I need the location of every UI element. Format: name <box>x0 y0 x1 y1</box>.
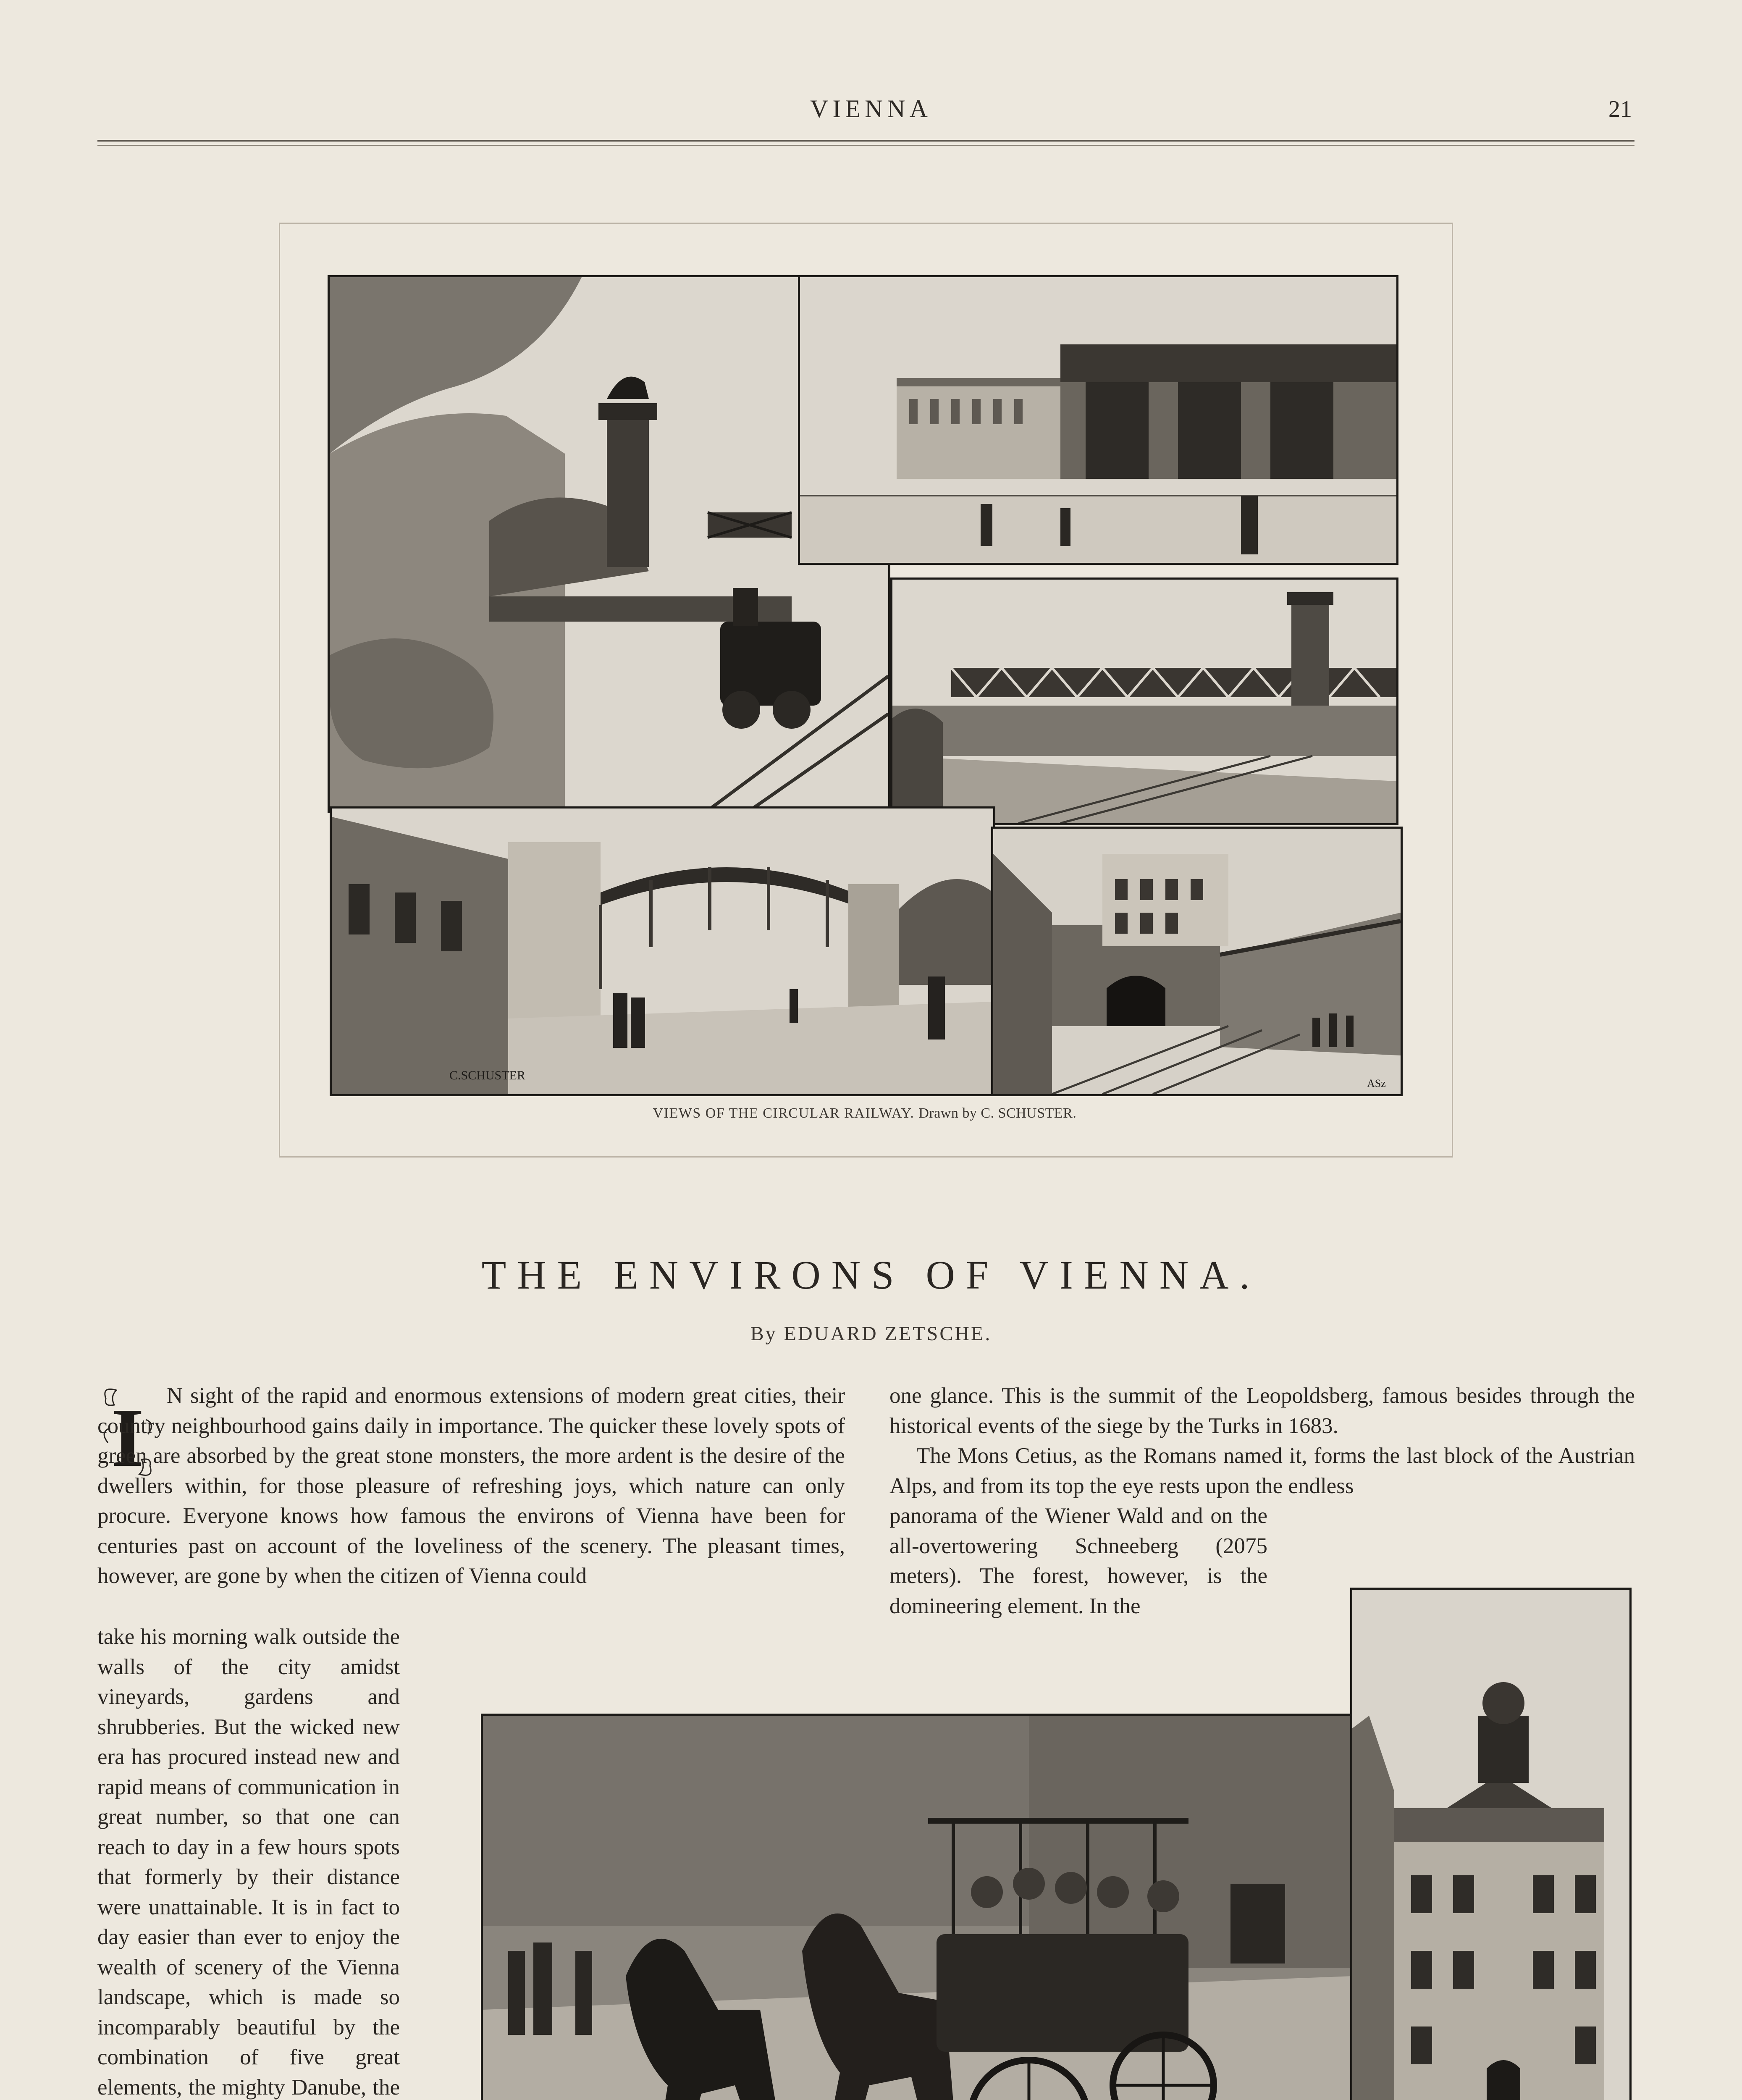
paragraph-mons-cetius-continued: panorama of the Wiener Wald and on the all-overtowering Schneeberg (2075 meters). The forest, however, is the domineering element. In the <box>889 1504 1267 1618</box>
illustration-viaduct-arcade <box>798 275 1398 565</box>
paragraph-leopoldsberg: one glance. This is the summit of the Leopoldsberg, famous besides through the historical events of the siege by the Turks in 1683. <box>889 1383 1635 1438</box>
page-number: 21 <box>1608 96 1632 122</box>
article-byline: By EDUARD ZETSCHE. <box>750 1323 992 1345</box>
article-title: THE ENVIRONS OF VIENNA. <box>481 1252 1261 1297</box>
railway-plate-monogram: ASz <box>1367 1077 1386 1089</box>
illustration-iron-bridge-cutting <box>890 578 1398 825</box>
article-column-1-wrap <box>97 1622 400 2100</box>
article-column-1 <box>97 1381 845 1591</box>
illustration-firebrigade-carriage <box>481 1714 1354 2100</box>
railway-plate-signature: C.SCHUSTER <box>449 1068 525 1082</box>
railway-caption-title: VIEWS OF THE CIRCULAR RAILWAY. <box>653 1105 915 1121</box>
paragraph-mons-cetius: The Mons Cetius, as the Romans named it, forms the last block of the Austrian Alps, and from its top the eye rests upon the endless <box>889 1444 1635 1498</box>
header-rule-thin <box>97 145 1634 146</box>
drop-cap-letter: I <box>111 1391 144 1483</box>
paragraph-opening: N sight of the rapid and enormous extensions of modern great cities, their country neighbourhood gains daily in importance. The quicker these lovely spots of green are absorbed by the great stone monsters, the more ardent is the desire of the dwellers within, for those pleasure of refreshing joys, which nature can only procure. Everyone knows how famous the environs of Vienna have been for centuries past on account of the loveliness of the scenery. The pleasant times, however, are gone by when the citizen of Vienna could <box>97 1383 845 1588</box>
railway-caption-credit: Drawn by C. SCHUSTER. <box>918 1105 1077 1121</box>
railway-plate-caption <box>279 1105 1451 1121</box>
illustration-tunnel-station <box>991 827 1403 1096</box>
article-column-2-wrap <box>889 1501 1267 1621</box>
illustration-old-armory <box>1350 1588 1632 2100</box>
running-title: VIENNA <box>810 95 932 123</box>
illustration-arched-bridge-street <box>330 806 995 1096</box>
article-column-2 <box>889 1381 1635 1501</box>
header-rule <box>97 140 1634 142</box>
paragraph-opening-continued: take his morning walk outside the walls of the city amidst vineyards, gardens and shrubberies. But the wicked new era has procured instead new and rapid means of communication in great number, so that one can reach to day in a few hours spots that formerly by their distance were unattainable. It is in fact to day easier than ever to enjoy the wealth of scenery of the Vienna landscape, which is made so incomparably beautiful by the combination of five great elements, the mighty Danube, the <box>97 1625 400 2100</box>
